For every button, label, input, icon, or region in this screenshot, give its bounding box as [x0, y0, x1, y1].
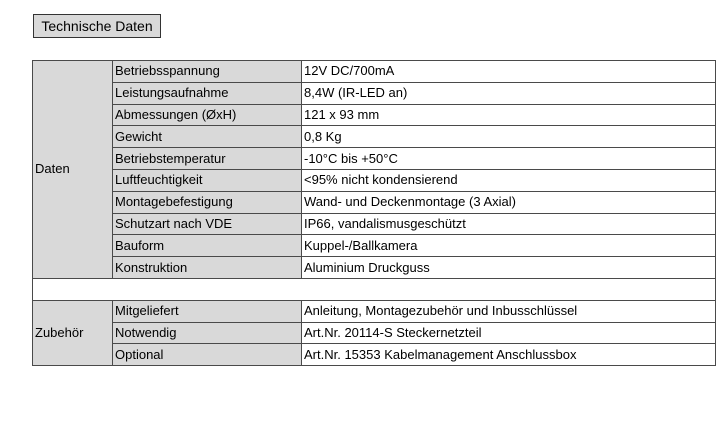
property-label: Konstruktion	[113, 257, 302, 279]
table-row	[33, 300, 716, 322]
property-value: Wand- und Deckenmontage (3 Axial)	[302, 191, 716, 213]
table-row	[33, 235, 716, 257]
table-row	[33, 257, 716, 279]
table-row	[33, 213, 716, 235]
spec-table	[32, 60, 716, 366]
table-row	[33, 82, 716, 104]
table-row	[33, 148, 716, 170]
property-label: Optional	[113, 344, 302, 366]
property-label: Mitgeliefert	[113, 300, 302, 322]
property-value: 12V DC/700mA	[302, 61, 716, 83]
property-value: Kuppel-/Ballkamera	[302, 235, 716, 257]
property-label: Montagebefestigung	[113, 191, 302, 213]
property-value: 121 x 93 mm	[302, 104, 716, 126]
property-label: Bauform	[113, 235, 302, 257]
table-row	[33, 322, 716, 344]
property-value: -10°C bis +50°C	[302, 148, 716, 170]
section-title: Technische Daten	[33, 14, 161, 38]
property-label: Leistungsaufnahme	[113, 82, 302, 104]
property-value: Art.Nr. 15353 Kabelmanagement Anschlussbox	[302, 344, 716, 366]
group-label-daten: Daten	[33, 61, 113, 279]
table-row	[33, 61, 716, 83]
property-label: Luftfeuchtigkeit	[113, 169, 302, 191]
property-value: 0,8 Kg	[302, 126, 716, 148]
table-row	[33, 344, 716, 366]
property-value: Aluminium Druckguss	[302, 257, 716, 279]
property-value: IP66, vandalismusgeschützt	[302, 213, 716, 235]
property-value: Anleitung, Montagezubehör und Inbusschlüssel	[302, 300, 716, 322]
table-row	[33, 169, 716, 191]
table-row	[33, 104, 716, 126]
property-label: Schutzart nach VDE	[113, 213, 302, 235]
table-row	[33, 126, 716, 148]
property-value: <95% nicht kondensierend	[302, 169, 716, 191]
spacer-row	[33, 278, 716, 300]
property-label: Betriebstemperatur	[113, 148, 302, 170]
property-label: Betriebsspannung	[113, 61, 302, 83]
group-label-zubehoer: Zubehör	[33, 300, 113, 365]
property-label: Abmessungen (ØxH)	[113, 104, 302, 126]
property-label: Gewicht	[113, 126, 302, 148]
table-row	[33, 191, 716, 213]
spacer-cell	[33, 278, 716, 300]
property-value: Art.Nr. 20114-S Steckernetzteil	[302, 322, 716, 344]
property-value: 8,4W (IR-LED an)	[302, 82, 716, 104]
property-label: Notwendig	[113, 322, 302, 344]
